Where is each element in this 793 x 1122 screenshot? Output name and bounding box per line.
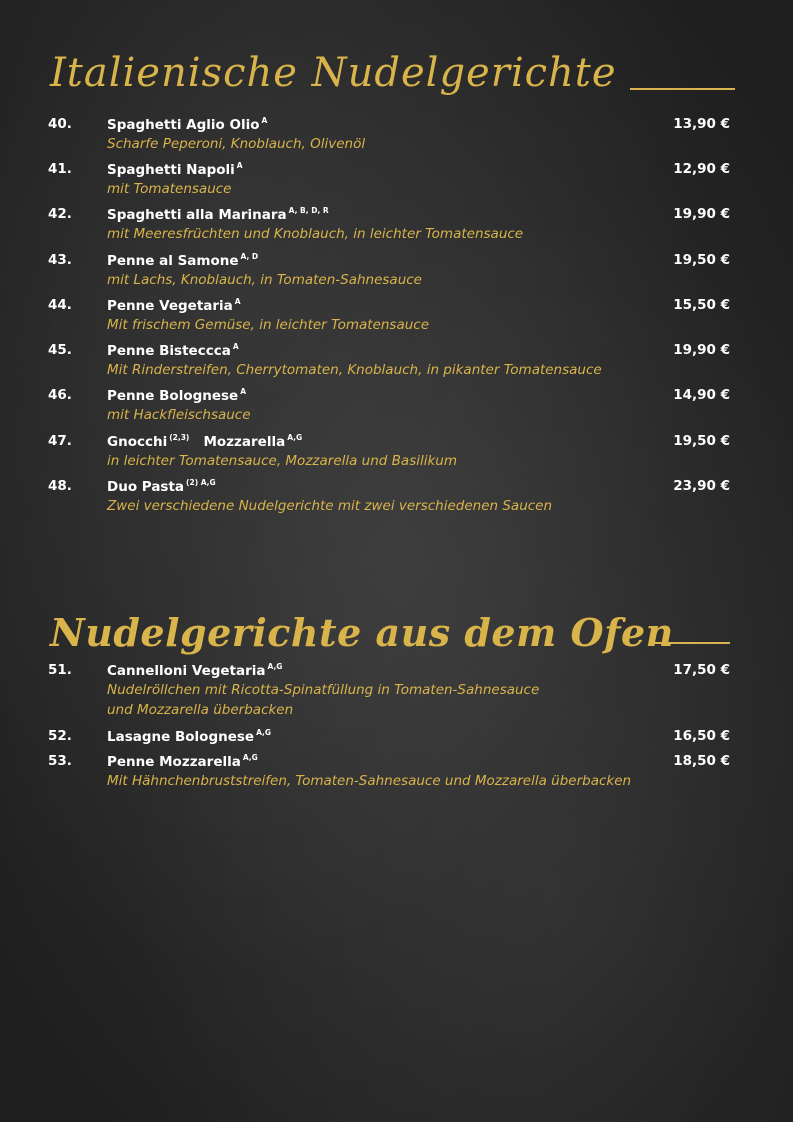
allergen-codes: A,G [242, 753, 258, 762]
item-description: Zwei verschiedene Nudelgerichte mit zwei verschiedenen Saucen [107, 498, 553, 514]
item-description: Nudelröllchen mit Ricotta-Spinatfüllung in Tomaten-Sahnesauce [107, 682, 540, 698]
allergen-codes: A, B, D, R [288, 206, 329, 215]
item-description: Mit Hähnchenbruststreifen, Tomaten-Sahnesauce und Mozzarella überbacken [107, 773, 632, 789]
section-title-oven: Nudelgerichte aus dem Ofen [50, 610, 674, 655]
item-name: Penne Mozzarella $^{A,G}$ [107, 753, 258, 770]
allergen-codes: A [240, 387, 247, 396]
item-price: 19,90 € [673, 342, 730, 358]
item-name: Penne Bolognese $^A$ [107, 387, 247, 404]
item-name: Gnocchi $^{(2,3)}$ Mozzarella $^{A,G}$ [107, 433, 303, 450]
item-description: Mit frischem Gemüse, in leichter Tomatensauce [107, 317, 430, 333]
item-name: Cannelloni Vegetaria $^{A,G}$ [107, 662, 283, 679]
item-number: 47. [48, 433, 72, 449]
item-price: 18,50 € [673, 753, 730, 769]
item-price: 19,90 € [673, 206, 730, 222]
item-number: 42. [48, 206, 72, 222]
item-number: 51. [48, 662, 72, 678]
item-name: Spaghetti Napoli $^A$ [107, 161, 243, 178]
allergen-codes: A,G [267, 662, 283, 671]
item-name: Duo Pasta $^{(2) A,G}$ [107, 478, 216, 495]
item-name: Spaghetti Aglio Olio $^A$ [107, 116, 268, 133]
item-name: Lasagne Bolognese $^{A,G}$ [107, 728, 272, 745]
item-number: 46. [48, 387, 72, 403]
item-number: 40. [48, 116, 72, 132]
item-name: Penne Bisteccca $^A$ [107, 342, 239, 359]
item-description: und Mozzarella überbacken [107, 702, 294, 718]
item-name: Penne Vegetaria $^A$ [107, 297, 241, 314]
item-price: 17,50 € [673, 662, 730, 678]
item-number: 53. [48, 753, 72, 769]
item-price: 19,50 € [673, 433, 730, 449]
allergen-codes: A [261, 116, 268, 125]
allergen-codes: (2,3) [169, 433, 190, 442]
item-price: 12,90 € [673, 161, 730, 177]
item-name: Penne al Samone $^{A, D}$ [107, 252, 259, 269]
item-description: Scharfe Peperoni, Knoblauch, Olivenöl [107, 136, 366, 152]
item-price: 23,90 € [673, 478, 730, 494]
item-name: Spaghetti alla Marinara $^{A, B, D, R}$ [107, 206, 329, 223]
item-number: 52. [48, 728, 72, 744]
allergen-codes: A, D [240, 252, 259, 261]
item-number: 48. [48, 478, 72, 494]
item-description: mit Tomatensauce [107, 181, 232, 197]
title-underline [650, 642, 730, 644]
item-price: 15,50 € [673, 297, 730, 313]
section-title-pasta: Italienische Nudelgerichte [50, 50, 617, 96]
item-price: 16,50 € [673, 728, 730, 744]
item-price: 19,50 € [673, 252, 730, 268]
item-description: mit Hackfleischsauce [107, 407, 251, 423]
allergen-codes: A,G [256, 728, 272, 737]
item-number: 44. [48, 297, 72, 313]
allergen-codes: A,G [287, 433, 303, 442]
item-description: mit Meeresfrüchten und Knoblauch, in leichter Tomatensauce [107, 226, 524, 242]
item-price: 13,90 € [673, 116, 730, 132]
item-description: in leichter Tomatensauce, Mozzarella und Basilikum [107, 453, 458, 469]
item-price: 14,90 € [673, 387, 730, 403]
item-number: 45. [48, 342, 72, 358]
allergen-codes: (2) A,G [186, 478, 216, 487]
item-description: mit Lachs, Knoblauch, in Tomaten-Sahnesauce [107, 272, 422, 288]
allergen-codes: A [232, 342, 239, 351]
allergen-codes: A [236, 161, 243, 170]
item-number: 43. [48, 252, 72, 268]
title-underline [630, 88, 735, 90]
allergen-codes: A [234, 297, 241, 306]
item-description: Mit Rinderstreifen, Cherrytomaten, Knoblauch, in pikanter Tomatensauce [107, 362, 602, 378]
item-number: 41. [48, 161, 72, 177]
